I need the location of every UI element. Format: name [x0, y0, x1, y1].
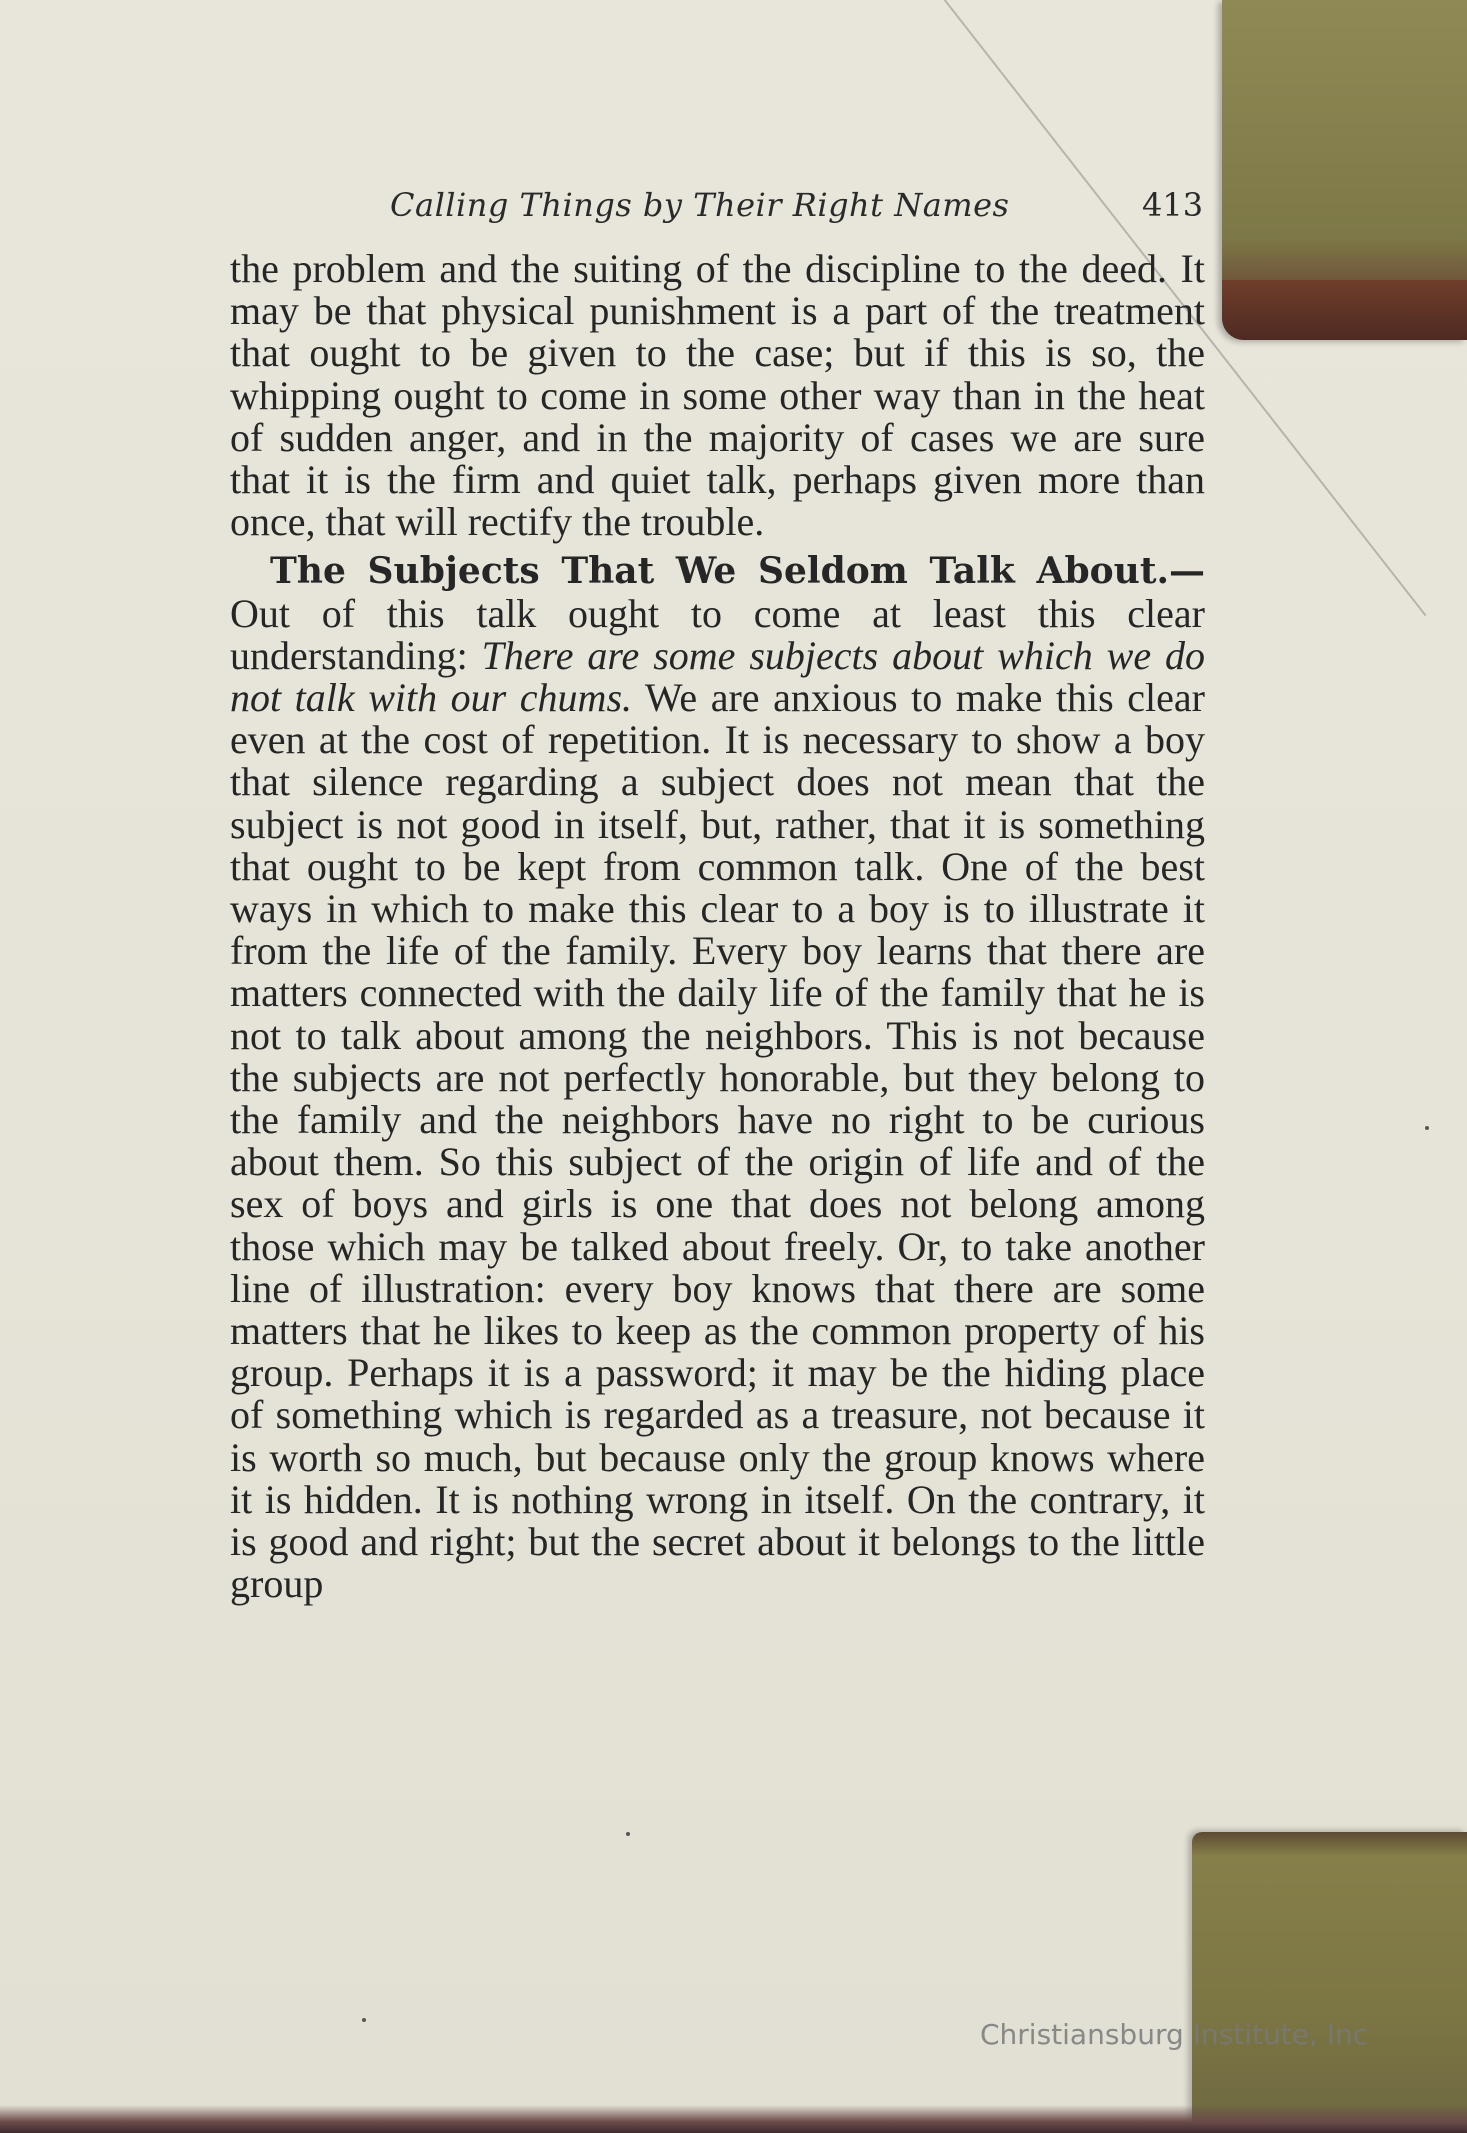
- book-cover-edge-bottom: [1192, 1832, 1467, 2133]
- paper-speck: [362, 2018, 366, 2022]
- paragraph-1: the problem and the suiting of the discipline to the deed. It may be that physical punishment is a part of the treatment that ought to be given to the case; but if this is so, the whipping ought to come in some other way than in the heat of sudden anger, and in the majority of cases we are sure that it is the firm and quiet talk, perhaps given more than once, that will rectify the trouble.: [230, 246, 1205, 545]
- section-heading: The Subjects That We Seldom Talk About.—: [270, 550, 1205, 593]
- paragraph-2-rest: We are anxious to make this clear even at the cost of repetition. It is necessary to show a boy that silence regarding a subject does not mean that the subject is not good in itself, but, rather, that it is something that ought to be kept from common talk. One of the best ways in which to make this clear to a boy is to illustrate it from the life of the family. Every boy learns that there are matters connected with the daily life of the family that he is not to talk about among the neighbors. This is not because the subjects are not perfectly honorable, but they belong to the family and the neighbors have no right to be curious about them. So this subject of the origin of life and of the sex of boys and girls is one that does not belong among those which may be talked about freely. Or, to take another line of illustration: every boy knows that there are some matters that he likes to keep as the common property of his group. Perhaps it is a password; it may be the hiding place of something which is regarded as a treasure, not because it is worth so much, but because only the group knows where it is hidden. It is nothing wrong in itself. On the contrary, it is good and right; but the secret about it belongs to the little group: [230, 675, 1205, 1607]
- paragraph-2: [230, 549, 1205, 1605]
- book-cover-edge-top: [1222, 0, 1467, 340]
- page-number: 413: [1142, 186, 1204, 224]
- paragraph-2-lead: Out of this talk ought to come at least this clear understanding:: [230, 590, 1205, 678]
- body-text: [230, 248, 1205, 1606]
- running-head: Calling Things by Their Right Names: [390, 186, 1010, 224]
- paragraph-2-italic: There are some subjects about which we do not talk with our chums.: [230, 632, 1206, 721]
- watermark: Christiansburg Institute, Inc: [980, 2018, 1369, 2051]
- page-bottom-shadow: [0, 2105, 1467, 2133]
- paper-speck: [626, 1832, 630, 1836]
- paper-speck: [1425, 1126, 1429, 1130]
